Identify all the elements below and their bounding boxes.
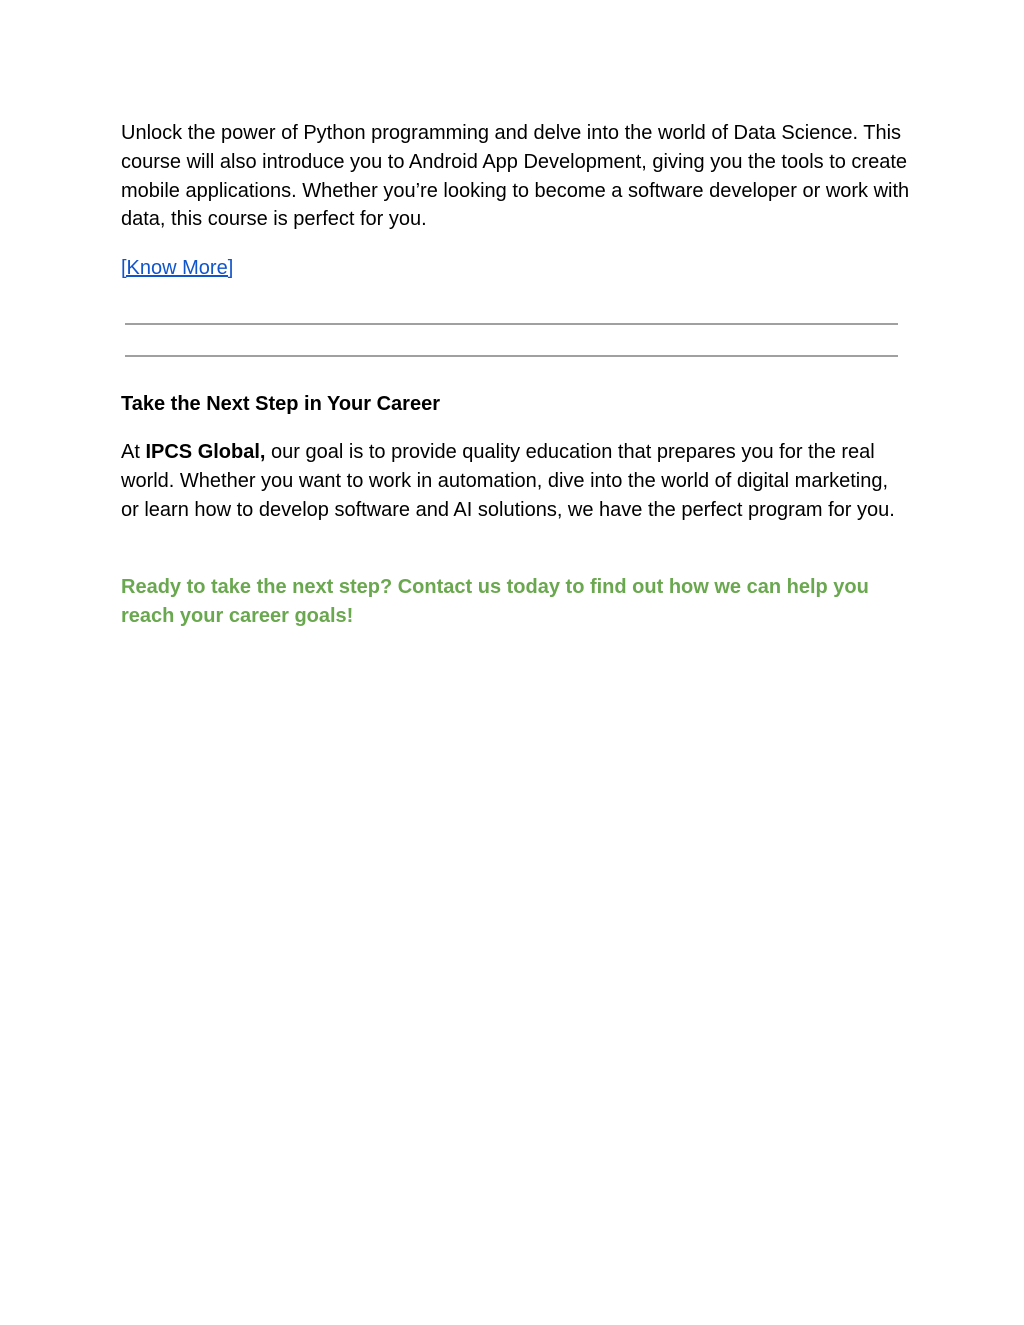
know-more-link[interactable]: [Know More] <box>121 257 234 279</box>
body-paragraph-prefix: At <box>121 441 146 463</box>
call-to-action: Ready to take the next step? Contact us today to find out how we can help you reach your career goals! <box>121 576 869 627</box>
horizontal-divider <box>125 323 898 325</box>
brand-name: IPCS Global, <box>145 441 266 463</box>
horizontal-divider <box>125 355 898 357</box>
intro-paragraph: Unlock the power of Python programming and delve into the world of Data Science. This course will also introduce you to Android App Development, giving you the tools to create mobile applications. Whether you’re looking to become a software developer or work with data, this course is perfect for you. <box>121 122 910 231</box>
section-heading: Take the Next Step in Your Career <box>121 393 440 415</box>
body-paragraph-text: our goal is to provide quality education that prepares you for the real world. Whether you want to work in automation, dive into the world of digital marketing, or learn how to develop software and AI solutions, we have the perfect program for you. <box>121 441 895 521</box>
body-paragraph <box>121 438 911 524</box>
